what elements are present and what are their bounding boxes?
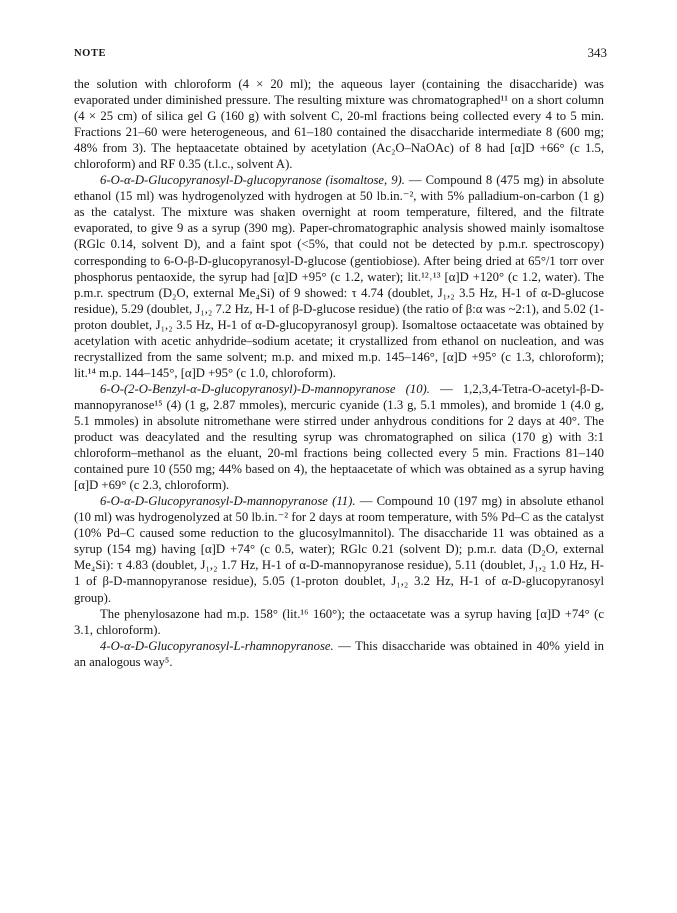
- paragraph-text: — 1,2,3,4-Tetra-O-acetyl-β-D-mannopyranose¹⁵ (4) (1 g, 2.87 mmoles), mercuric cyanide (1.3 g, 5.1 mmoles), and bromide 1 (4.0 g, 5.1 mmoles) in absolute nitromethane were stirred under anhydrous conditions for 2 days at 40°. The product was deacylated and the resulting syrup was chromatographed on silica (170 g) with 3:1 chloroform–methanol as the eluant, 20-ml fractions being collected every 5 min. Fractions 81–140 contained pure 10 (550 mg; 44% based on 4), the heptaacetate of which was obtained as a syrup having [α]D +69° (c 2.3, chloroform).: [74, 381, 604, 493]
- section-title: 6-O-α-D-Glucopyranosyl-D-glucopyranose (isomaltose, 9).: [100, 173, 405, 188]
- section-title: 6-O-α-D-Glucopyranosyl-D-mannopyranose (11).: [100, 494, 356, 509]
- section-title: 4-O-α-D-Glucopyranosyl-L-rhamnopyranose.: [100, 638, 334, 653]
- paragraph-continuation: [74, 76, 604, 172]
- paragraph-benzyl-mannopyranose: [74, 381, 604, 493]
- paragraph-isomaltose: [74, 172, 604, 381]
- paragraph-glucosyl-mannopyranose: [74, 493, 604, 605]
- body-text: [74, 76, 604, 670]
- paragraph-text: the solution with chloroform (4 × 20 ml); the aqueous layer (containing the disaccharide) was evaporated under diminished pressure. The resulting mixture was chromatographed¹¹ on a short column (4 × 25 cm) of silica gel G (160 g) with solvent C, 20-ml fractions being collected every 4 to 5 min. Fractions 21–60 were heterogeneous, and 61–180 contained the disaccharide intermediate 8 (600 mg; 48% from 3). The heptaacetate obtained by acetylation (Ac₂O–NaOAc) of 8 had [α]D +66° (c 1.5, chloroform) and RF 0.35 (t.l.c., solvent A).: [74, 77, 604, 172]
- section-title: 6-O-(2-O-Benzyl-α-D-glucopyranosyl)-D-mannopyranose (10).: [100, 381, 430, 396]
- paragraph-text: — This disaccharide was obtained in 40% yield in an analogous way⁵.: [74, 638, 604, 669]
- paragraph-text: The phenylosazone had m.p. 158° (lit.¹⁶ 160°); the octaacetate was a syrup having [α]D +74° (c 3.1, chloroform).: [74, 606, 604, 637]
- paragraph-text: — Compound 8 (475 mg) in absolute ethanol (15 ml) was hydrogenolyzed with hydrogen at 50 lb.in.⁻², with 5% palladium-on-carbon (1 g) as the catalyst. The mixture was shaken overnight at room temperature, filtered, and the filtrate evaporated, to give 9 as a syrup (390 mg). Paper-chromatographic analysis showed mainly isomaltose (RGlc 0.14, solvent D), and a faint spot (<5%, that could not be detected by p.m.r. spectroscopy) corresponding to 6-O-β-D-glucopyranosyl-D-glucose (gentiobiose). After being dried at 65°/1 torr over phosphorus pentaoxide, the syrup had [α]D +95° (c 1.2, water); lit.¹²˒¹³ [α]D +120° (c 1.2, water). The p.m.r. spectrum (D₂O, external Me₄Si) of 9 showed: τ 4.74 (doublet, J₁,₂ 3.5 Hz, H-1 of α-D-glucose residue), 5.29 (doublet, J₁,₂ 7.2 Hz, H-1 of β-D-glucose residue) (the ratio of β:α was ~2:1), and 5.02 (1-proton doublet, J₁,₂ 3.5 Hz, H-1 of α-D-glucopyranosyl group). Isomaltose octaacetate was obtained by acetylation with acetic anhydride–sodium acetate; it crystallized from ethanol on nucleation, and was recrystallized from the same solvent; m.p. and mixed m.p. 145–146°, [α]D +95° (c 1.3, chloroform); lit.¹⁴ m.p. 144–145°, [α]D +95° (c 1.0, chloroform).: [74, 173, 604, 380]
- running-header: NOTE: [74, 48, 107, 59]
- paragraph-text: — Compound 10 (197 mg) in absolute ethanol (10 ml) was hydrogenolyzed at 50 lb.in.⁻² for 2 days at room temperature, with 5% Pd–C as the catalyst (10% Pd–C caused some reduction to the glucosylmannitol). The disaccharide 11 was obtained as a syrup (154 mg) having [α]D +74° (c 0.5, water); RGlc 0.21 (solvent D); p.m.r. data (D₂O, external Me₄Si): τ 4.83 (doublet, J₁,₂ 1.7 Hz, H-1 of α-D-mannopyranose residue), 5.11 (doublet, J₁,₂ 1.0 Hz, H-1 of β-D-mannopyranose residue), 5.05 (1-proton doublet, J₁,₂ 3.2 Hz, H-1 of α-D-glucopyranosyl group).: [74, 494, 604, 605]
- paragraph-phenylosazone: [74, 606, 604, 638]
- page-number: 343: [587, 45, 607, 60]
- paragraph-rhamnopyranose: [74, 638, 604, 670]
